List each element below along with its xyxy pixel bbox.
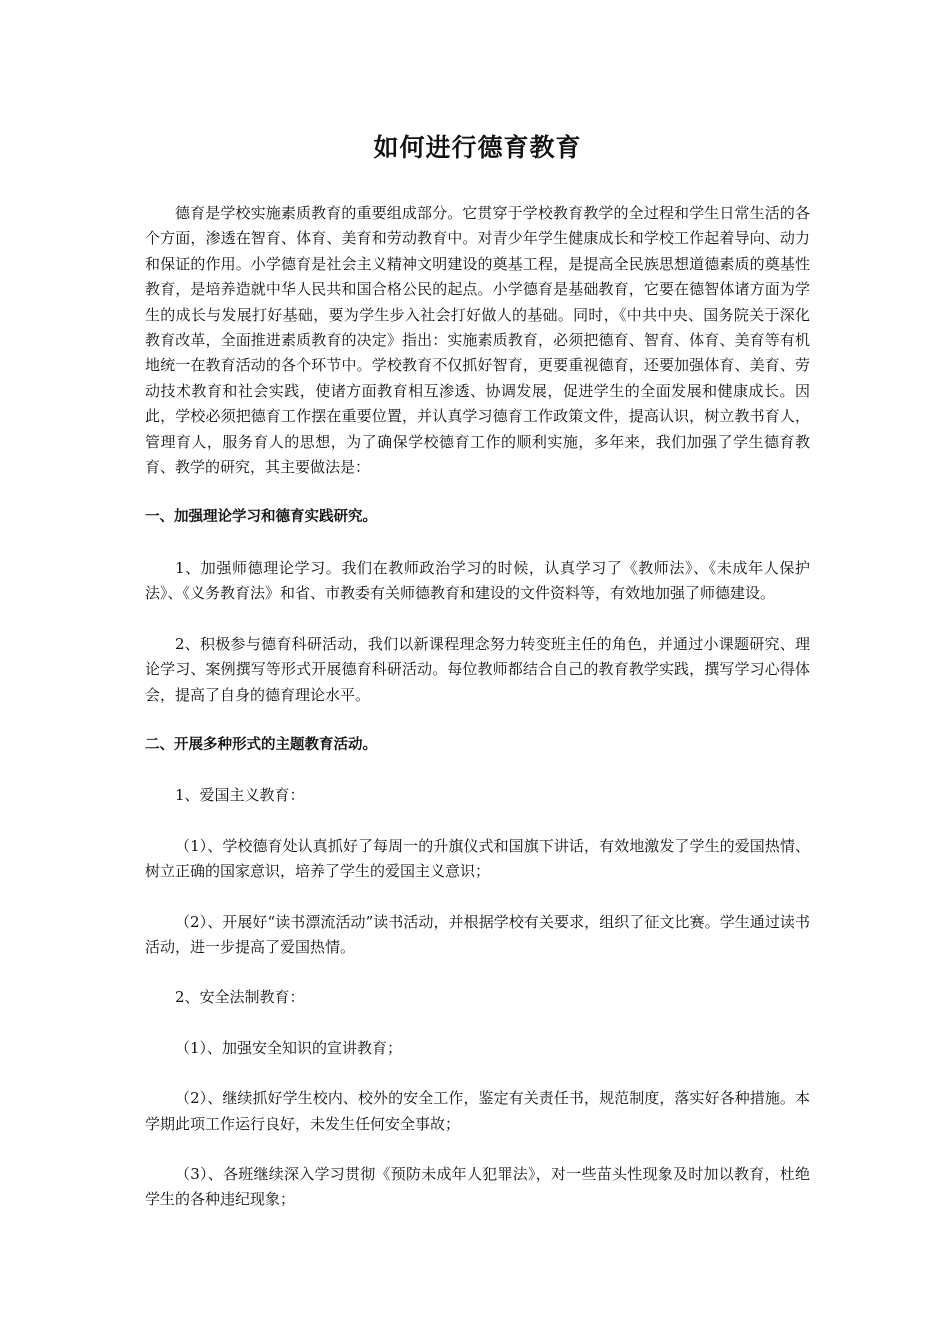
section-2-subheading-1: 1、爱国主义教育：: [175, 786, 305, 805]
section-2-heading: 二、开展多种形式的主题教育活动。: [145, 736, 377, 753]
document-title: 如何进行德育教育: [373, 133, 582, 162]
section-1-heading: 一、加强理论学习和德育实践研究。: [145, 509, 377, 526]
document-page: [145, 128, 810, 1238]
section-1-item-1: 1、加强师德理论学习。我们在教师政治学习的时候，认真学习了《教师法》、《未成年人保护法》、《义务教育法》和省、市教委有关师德教育和建设的文件资料等，有效地加强了师德建设。: [145, 558, 810, 603]
section-2-sub1-item-1: （1）、学校德育处认真抓好了每周一的升旗仪式和国旗下讲话，有效地激发了学生的爱国热情、树立正确的国家意识，培养了学生的爱国主义意识；: [145, 836, 810, 881]
section-2-sub1-item-2: （2）、开展好“读书漂流活动”读书活动，并根据学校有关要求，组织了征文比赛。学生通过读书活动，进一步提高了爱国热情。: [145, 912, 810, 956]
intro-paragraph: 德育是学校实施素质教育的重要组成部分。它贯穿于学校教育教学的全过程和学生日常生活的各个方面，渗透在智育、体育、美育和劳动教育中。对青少年学生健康成长和学校工作起着导向、动力和保证的作用。小学德育是社会主义精神文明建设的奠基工程，是提高全民族思想道德素质的奠基性教育，是培养造就中华人民共和国合格公民的起点。小学德育是基础教育，它要在德智体诸方面为学生的成长与发展打好基础，要为学生步入社会打好做人的基础。同时，《中共中央、国务院关于深化教育改革，全面推进素质教育的决定》指出：实施素质教育，必须把德育、智育、体育、美育等有机地统一在教育活动的各个环节中。学校教育不仅抓好智育，更要重视德育，还要加强体育、美育、劳动技术教育和社会实践，使诸方面教育相互渗透、协调发展，促进学生的全面发展和健康成长。因此，学校必须把德育工作摆在重要位置，并认真学习德育工作政策文件，提高认识，树立教书育人，管理育人，服务育人的思想，为了确保学校德育工作的顺利实施，多年来，我们加强了学生德育教育、教学的研究，其主要做法是：: [145, 204, 810, 477]
section-2-sub2-item-1: （1）、加强安全知识的宣讲教育；: [175, 1038, 403, 1057]
section-2-subheading-2: 2、安全法制教育：: [175, 988, 305, 1007]
section-2-sub2-item-2: （2）、继续抓好学生校内、校外的安全工作，鉴定有关责任书，规范制度，落实好各种措施。本学期此项工作运行良好，未发生任何安全事故；: [145, 1089, 810, 1133]
section-2-sub2-item-3: （3）、各班继续深入学习贯彻《预防未成年人犯罪法》，对一些苗头性现象及时加以教育，杜绝学生的各种违纪现象；: [145, 1164, 810, 1209]
section-1-item-2: 2、积极参与德育科研活动，我们以新课程理念努力转变班主任的角色，并通过小课题研究、理论学习、案例撰写等形式开展德育科研活动。每位教师都结合自己的教育教学实践，撰写学习心得体会，提高了自身的德育理论水平。: [145, 634, 810, 704]
